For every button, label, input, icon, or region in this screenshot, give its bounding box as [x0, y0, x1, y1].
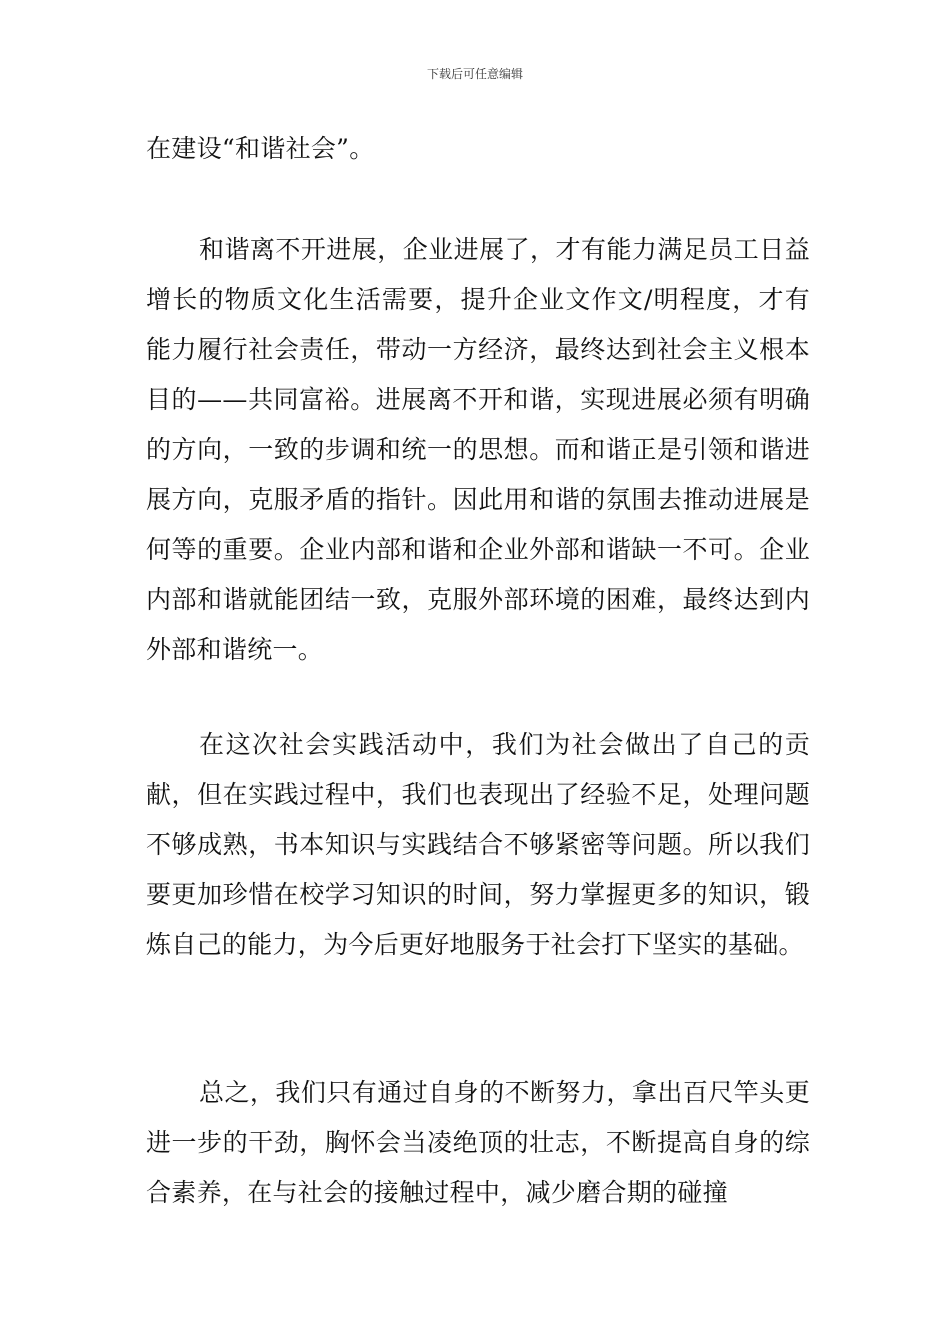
- paragraph-conclusion: 总之，我们只有通过自身的不断努力，拿出百尺竿头更进一步的干劲，胸怀会当凌绝顶的壮志，不断提高自身的综合素养，在与社会的接触过程中，减少磨合期的碰撞: [146, 1078, 810, 1207]
- page-header: 下载后可任意编辑: [426, 67, 523, 81]
- paragraph-harmony-development: 和谐离不开进展，企业进展了，才有能力满足员工日益增长的物质文化生活需要，提升企业文作文/明程度，才有能力履行社会责任，带动一方经济，最终达到社会主义根本目的——共同富裕。进展离不开和谐，实现进展必须有明确的方向，一致的步调和统一的思想。而和谐正是引领和谐进展方向，克服矛盾的指针。因此用和谐的氛围去推动进展是何等的重要。企业内部和谐和企业外部和谐缺一不可。企业内部和谐就能团结一致，克服外部环境的困难，最终达到内外部和谐统一。: [146, 235, 810, 664]
- paragraph-continuation: 在建设“和谐社会”。: [146, 134, 375, 163]
- paragraph-practice-reflection: 在这次社会实践活动中，我们为社会做出了自己的贡献，但在实践过程中，我们也表现出了经验不足，处理问题不够成熟，书本知识与实践结合不够紧密等问题。所以我们要更加珍惜在校学习知识的时间，努力掌握更多的知识，锻炼自己的能力，为今后更好地服务于社会打下坚实的基础。: [146, 730, 810, 959]
